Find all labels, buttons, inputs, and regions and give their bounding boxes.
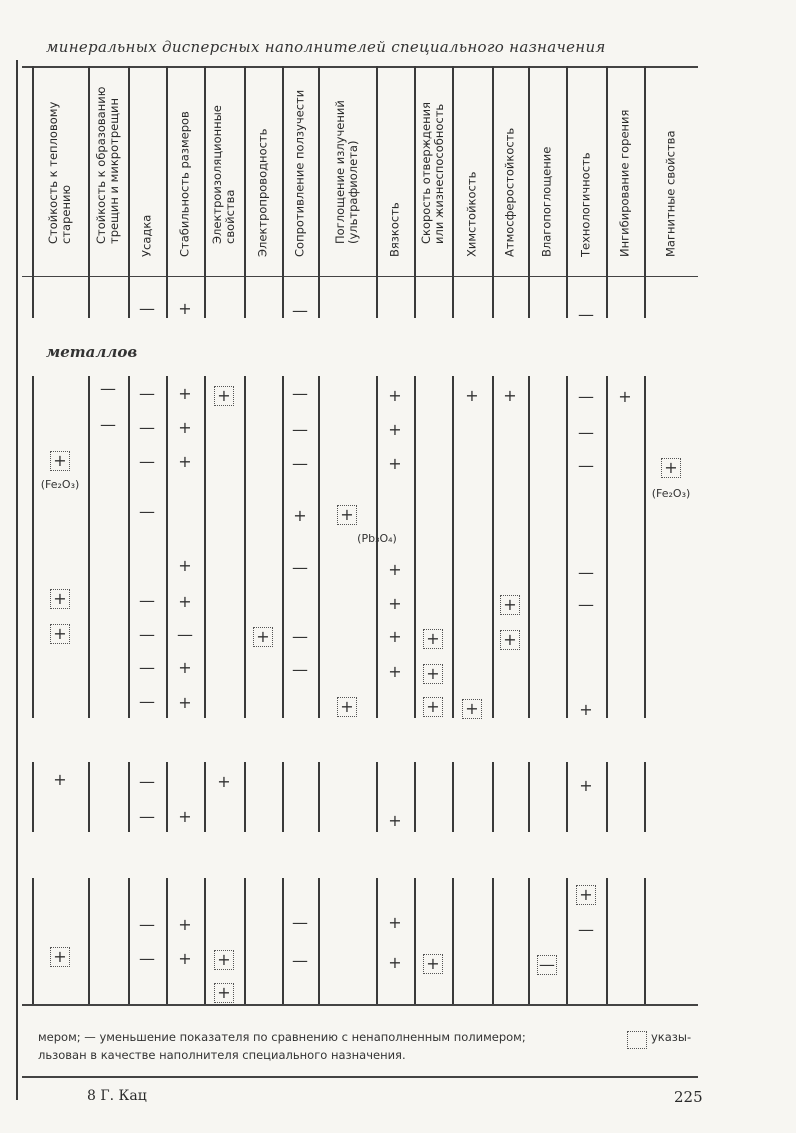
- column-rule: [606, 878, 608, 1004]
- column-rule: [414, 376, 416, 718]
- column-rule: [566, 762, 568, 832]
- column-rule: [414, 762, 416, 832]
- plus-mark: +: [388, 913, 402, 932]
- plus-mark: +: [579, 776, 593, 795]
- plus-mark: +: [178, 693, 192, 712]
- column-header: [376, 90, 414, 270]
- minus-mark: —: [100, 415, 116, 434]
- plus-mark: +: [178, 384, 192, 403]
- minus-mark: —: [578, 920, 594, 939]
- column-header-label: Технологичность: [578, 152, 593, 257]
- column-header-label: Электропроводность: [255, 128, 270, 257]
- column-rule: [566, 376, 568, 718]
- compound-note: (Fe₂O₃): [40, 478, 80, 491]
- plus-mark-boxed: +: [214, 950, 234, 970]
- column-header-label: Атмосферостойкость: [502, 127, 517, 257]
- column-rule: [166, 762, 168, 832]
- column-rule: [244, 878, 246, 1004]
- column-header: [166, 90, 204, 270]
- column-header: [528, 90, 566, 270]
- minus-mark: —: [139, 384, 155, 403]
- column-header-label: Вязкость: [387, 202, 402, 257]
- dotted-box-legend-icon: [627, 1031, 647, 1049]
- plus-mark-boxed: +: [337, 697, 357, 717]
- column-rule: [644, 376, 646, 718]
- minus-mark: —: [292, 558, 308, 577]
- minus-mark: —: [292, 913, 308, 932]
- plus-mark: +: [53, 770, 67, 789]
- plus-mark: +: [178, 556, 192, 575]
- column-rule: [528, 762, 530, 832]
- column-header: [644, 90, 698, 270]
- plus-mark: +: [178, 592, 192, 611]
- column-rule: [492, 878, 494, 1004]
- column-rule: [452, 376, 454, 718]
- plus-mark-boxed: +: [337, 505, 357, 525]
- table-top-rule: [22, 66, 698, 68]
- column-rule: [644, 762, 646, 832]
- plus-mark-boxed: +: [423, 664, 443, 684]
- minus-mark: —: [578, 563, 594, 582]
- column-rule: [644, 878, 646, 1004]
- column-header-label: Скорость отверждения или жизнеспособность: [419, 102, 446, 244]
- column-header-label: Магнитные свойства: [663, 130, 678, 257]
- column-header: [32, 90, 88, 270]
- page-number: 225: [674, 1088, 703, 1106]
- column-header-label: Стойкость к образованию трещин и микротрещин: [94, 86, 121, 244]
- column-header-label: Поглощение излучений (ультрафиолета): [333, 100, 360, 244]
- column-rule: [318, 762, 320, 832]
- column-header: [88, 86, 128, 270]
- column-rule: [32, 376, 34, 718]
- column-rule: [88, 762, 90, 832]
- plus-mark: +: [388, 627, 402, 646]
- plus-mark: +: [178, 915, 192, 934]
- plus-mark: +: [388, 594, 402, 613]
- minus-mark: —: [139, 452, 155, 471]
- column-header-label: Электроизоляционные свойства: [210, 105, 237, 244]
- column-rule: [566, 878, 568, 1004]
- minus-mark: —: [139, 658, 155, 677]
- footnote-line-1-end: указы-: [651, 1030, 692, 1044]
- plus-mark-boxed: +: [50, 589, 70, 609]
- plus-mark: +: [217, 772, 231, 791]
- column-header: [318, 90, 376, 270]
- minus-mark: —: [139, 625, 155, 644]
- column-rule: [318, 878, 320, 1004]
- plus-mark: +: [178, 299, 192, 318]
- minus-mark: —: [139, 418, 155, 437]
- column-rule: [32, 762, 34, 832]
- plus-mark-boxed: +: [661, 458, 681, 478]
- minus-mark: —: [139, 692, 155, 711]
- column-rule: [88, 376, 90, 718]
- minus-mark: —: [139, 299, 155, 318]
- plus-mark-boxed: +: [576, 885, 596, 905]
- minus-mark: —: [139, 772, 155, 791]
- column-header: [492, 90, 528, 270]
- plus-mark: +: [388, 811, 402, 830]
- column-rule: [452, 762, 454, 832]
- plus-mark: +: [178, 658, 192, 677]
- plus-mark: +: [388, 560, 402, 579]
- column-rule: [128, 376, 130, 718]
- minus-mark: —: [292, 384, 308, 403]
- column-rule: [128, 762, 130, 832]
- plus-mark-boxed: +: [214, 386, 234, 406]
- column-rule: [204, 878, 206, 1004]
- minus-mark-boxed: —: [539, 955, 555, 974]
- column-rule: [282, 878, 284, 1004]
- plus-mark: +: [579, 700, 593, 719]
- plus-mark: +: [178, 418, 192, 437]
- column-rule: [204, 762, 206, 832]
- minus-mark: —: [139, 591, 155, 610]
- plus-mark-boxed: +: [423, 629, 443, 649]
- minus-mark: —: [292, 454, 308, 473]
- column-rule: [282, 376, 284, 718]
- plus-mark: +: [388, 420, 402, 439]
- plus-mark: +: [388, 953, 402, 972]
- plus-mark-boxed: +: [423, 954, 443, 974]
- column-rule: [606, 762, 608, 832]
- column-header-label: Усадка: [139, 214, 154, 257]
- column-rule: [414, 878, 416, 1004]
- column-rule: [32, 878, 34, 1004]
- plus-mark-boxed: +: [500, 595, 520, 615]
- column-rule: [452, 878, 454, 1004]
- minus-mark: —: [292, 951, 308, 970]
- minus-mark: —: [292, 301, 308, 320]
- plus-mark: +: [503, 386, 517, 405]
- plus-mark: +: [388, 454, 402, 473]
- column-header: [452, 90, 492, 270]
- plus-mark-boxed: +: [50, 451, 70, 471]
- plus-mark: +: [178, 949, 192, 968]
- minus-mark: —: [139, 949, 155, 968]
- page-edge-line: [16, 60, 18, 1100]
- column-header: [606, 90, 644, 270]
- column-rule: [318, 376, 320, 718]
- section-label: металлов: [46, 343, 138, 361]
- plus-mark-boxed: +: [423, 697, 443, 717]
- column-header: [128, 90, 166, 270]
- column-header-label: Стойкость к тепловому старению: [46, 101, 73, 244]
- minus-mark: —: [177, 625, 193, 644]
- column-rule: [492, 376, 494, 718]
- column-rule: [204, 376, 206, 718]
- plus-mark-boxed: +: [214, 983, 234, 1003]
- column-rule: [128, 878, 130, 1004]
- minus-mark: —: [292, 420, 308, 439]
- column-rule: [88, 878, 90, 1004]
- page-title: минеральных дисперсных наполнителей специального назначения: [46, 38, 606, 56]
- minus-mark: —: [139, 807, 155, 826]
- column-header: [204, 90, 244, 270]
- minus-mark: —: [292, 627, 308, 646]
- column-header: [244, 90, 282, 270]
- plus-mark-boxed: +: [50, 624, 70, 644]
- column-rule: [282, 762, 284, 832]
- column-header-label: Ингибирование горения: [617, 109, 632, 257]
- header-bottom-rule: [22, 276, 698, 277]
- minus-mark: —: [578, 423, 594, 442]
- column-rule: [606, 376, 608, 718]
- column-rule: [166, 376, 168, 718]
- plus-mark-boxed: +: [253, 627, 273, 647]
- column-header-label: Сопротивление ползучести: [292, 89, 307, 257]
- column-rule: [166, 878, 168, 1004]
- column-header: [566, 90, 606, 270]
- minus-mark: —: [292, 660, 308, 679]
- minus-mark: —: [100, 379, 116, 398]
- footnote-bottom-rule: [22, 1076, 698, 1078]
- minus-mark: —: [578, 456, 594, 475]
- column-rule: [376, 376, 378, 718]
- table-bottom-rule: [22, 1004, 698, 1006]
- column-header: [414, 90, 452, 270]
- plus-mark-boxed: +: [500, 630, 520, 650]
- column-header: [282, 90, 318, 270]
- minus-mark: —: [578, 595, 594, 614]
- plus-mark: +: [178, 452, 192, 471]
- plus-mark: +: [178, 807, 192, 826]
- author-footer: 8 Г. Кац: [87, 1088, 147, 1104]
- column-rule: [528, 376, 530, 718]
- column-rule: [492, 762, 494, 832]
- plus-mark: +: [293, 506, 307, 525]
- compound-note: (Pb₃O₄): [357, 532, 397, 545]
- column-rule: [376, 762, 378, 832]
- column-header-label: Влагопоглощение: [539, 146, 554, 257]
- plus-mark: +: [388, 662, 402, 681]
- column-rule: [376, 878, 378, 1004]
- minus-mark: —: [139, 915, 155, 934]
- column-header-label: Химстойкость: [464, 171, 479, 257]
- minus-mark: —: [139, 502, 155, 521]
- plus-mark-boxed: +: [50, 947, 70, 967]
- minus-mark: —: [578, 387, 594, 406]
- footnote-line-2: льзован в качестве наполнителя специального назначения.: [38, 1048, 406, 1062]
- plus-mark: +: [618, 387, 632, 406]
- minus-mark: —: [578, 305, 594, 324]
- plus-mark-boxed: +: [462, 699, 482, 719]
- column-header-label: Стабильность размеров: [177, 111, 192, 257]
- footnote-line-1: мером; — уменьшение показателя по сравнению с ненаполненным полимером;: [38, 1030, 526, 1044]
- plus-mark: +: [388, 386, 402, 405]
- column-rule: [244, 762, 246, 832]
- plus-mark: +: [465, 386, 479, 405]
- column-rule: [244, 376, 246, 718]
- column-rule: [528, 878, 530, 1004]
- compound-note: (Fe₂O₃): [651, 487, 691, 500]
